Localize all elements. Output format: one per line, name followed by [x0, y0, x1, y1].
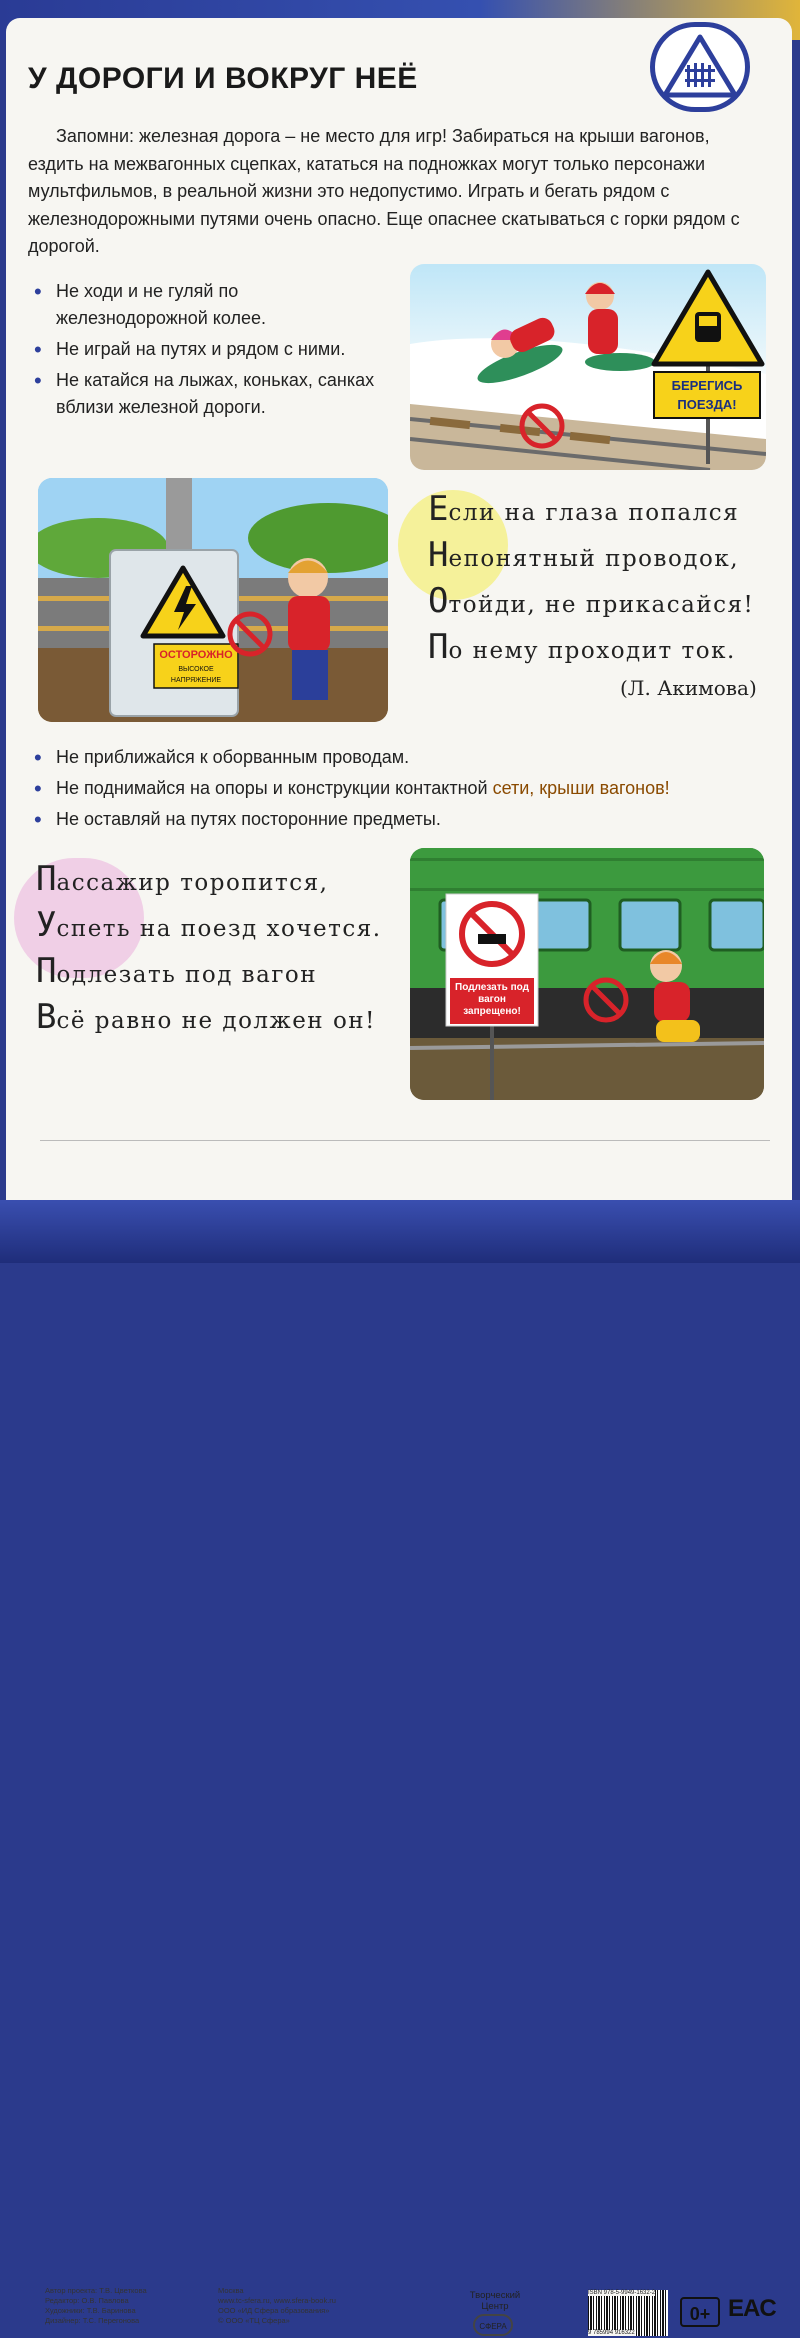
- poem-wires: [400, 488, 770, 728]
- poem-line-text: спеть на поезд хочется.: [56, 916, 382, 942]
- poem-line: [10, 858, 400, 904]
- poem-initial: О: [428, 581, 449, 621]
- poem-initial: П: [36, 859, 57, 899]
- publisher-line: www.tc-sfera.ru, www.sfera-book.ru: [218, 2296, 336, 2305]
- intro-text: [28, 123, 768, 261]
- credits-block: [45, 2286, 147, 2326]
- poem-initial: Н: [428, 535, 449, 575]
- sign-text-caution: ОСТОРОЖНО: [159, 649, 233, 661]
- credit-line: Редактор: О.В. Павлова: [45, 2296, 129, 2305]
- poem-initial: П: [36, 951, 57, 991]
- intro-paragraph: Запомни: железная дорога – не место для игр! Забираться на крыши вагонов, ездить на межвагонных сцепках, кататься на подножках могут только персонажи мультфильмов, в реальной жизни это недопустимо. Играть и бегать рядом с железнодорожными путями очень опасно. Еще опаснее скатываться с горки рядом с дорогой.: [28, 126, 740, 256]
- publisher-line: ООО «ИД Сфера образования»: [218, 2306, 330, 2315]
- poem-line: [10, 950, 400, 996]
- page-title: У ДОРОГИ И ВОКРУГ НЕЁ: [28, 62, 418, 95]
- logo-text: Творческий Центр: [469, 2290, 521, 2312]
- sign-text-voltage: НАПРЯЖЕНИЕ: [170, 677, 222, 684]
- poem-line: [400, 488, 770, 534]
- sign-text-beware: БЕРЕГИСЬ: [671, 378, 743, 393]
- list-item-highlight: сети, крыши вагонов!: [492, 778, 670, 798]
- poem-line-text: епонятный проводок,: [448, 546, 740, 572]
- poem-line-text: о нему проходит ток.: [448, 638, 736, 664]
- poem-initial: Е: [428, 489, 449, 529]
- poem-line: [10, 904, 400, 950]
- poem-line-text: тойди, не прикасайся!: [448, 592, 755, 618]
- list-item: • Не ходи и не гуляй по железнодорожной колее.: [28, 278, 388, 332]
- age-rating-badge: 0+: [680, 2297, 720, 2327]
- poem-initial: П: [428, 627, 449, 667]
- illustration-sledding-near-railway: [410, 264, 766, 470]
- poem-line-text: сли на глаза попался: [448, 500, 740, 526]
- list-item: [28, 775, 788, 802]
- list-item: • Не катайся на лыжах, коньках, санках вблизи железной дороги.: [28, 367, 388, 421]
- poem-line: [400, 580, 770, 626]
- list-item: • Не оставляй на путях посторонние предметы.: [28, 806, 788, 833]
- sign-text-high: ВЫСОКОЕ: [178, 666, 214, 673]
- eac-mark-icon: EAC: [728, 2295, 776, 2322]
- poem-line: [400, 626, 770, 672]
- illustration-under-wagon: [410, 848, 764, 1100]
- publisher-line: © ООО «ТЦ Сфера»: [218, 2316, 290, 2325]
- poem-author: (Л. Акимова): [620, 676, 757, 700]
- poem-line-text: ассажир торопится,: [56, 870, 329, 896]
- sign-text-train: ПОЕЗДА!: [677, 397, 737, 412]
- list-item-text: Не поднимайся на опоры и конструкции контактной: [56, 778, 493, 798]
- poem-line-text: одлезать под вагон: [56, 962, 318, 988]
- credit-line: Художники: Т.В. Баринова: [45, 2306, 136, 2315]
- isbn-text: ISBN 978-5-9949-1632-2: [588, 2290, 656, 2296]
- footer: [0, 1140, 800, 2336]
- sign-text-no-crawling: Подлезать под вагон запрещено!: [455, 982, 529, 1017]
- poem-line-text: сё равно не должен он!: [56, 1008, 376, 1034]
- publisher-logo: [455, 2290, 545, 2338]
- credit-line: Автор проекта: Т.В. Цветкова: [45, 2286, 147, 2295]
- safety-rules-list-1: [28, 278, 388, 425]
- illustration-high-voltage-box: [38, 478, 388, 722]
- logo-ring-icon: СФЕРА: [473, 2314, 513, 2336]
- publisher-block: [218, 2286, 336, 2326]
- barcode-digits: 9 785994 916322: [588, 2330, 635, 2336]
- list-item: • Не играй на путях и рядом с ними.: [28, 336, 388, 363]
- poem-line: [400, 534, 770, 580]
- poem-passenger: [10, 858, 400, 1068]
- bottom-band: [0, 1200, 800, 1263]
- publisher-line: Москва: [218, 2286, 244, 2295]
- poem-line: [10, 996, 400, 1042]
- safety-rules-list-2: [28, 744, 788, 837]
- poem-initial: У: [36, 905, 57, 945]
- credit-line: Дизайнер: Т.С. Перегонова: [45, 2316, 140, 2325]
- poem-initial: В: [36, 997, 57, 1037]
- list-item: • Не приближайся к оборванным проводам.: [28, 744, 788, 771]
- railroad-crossing-sign-icon: [650, 22, 750, 112]
